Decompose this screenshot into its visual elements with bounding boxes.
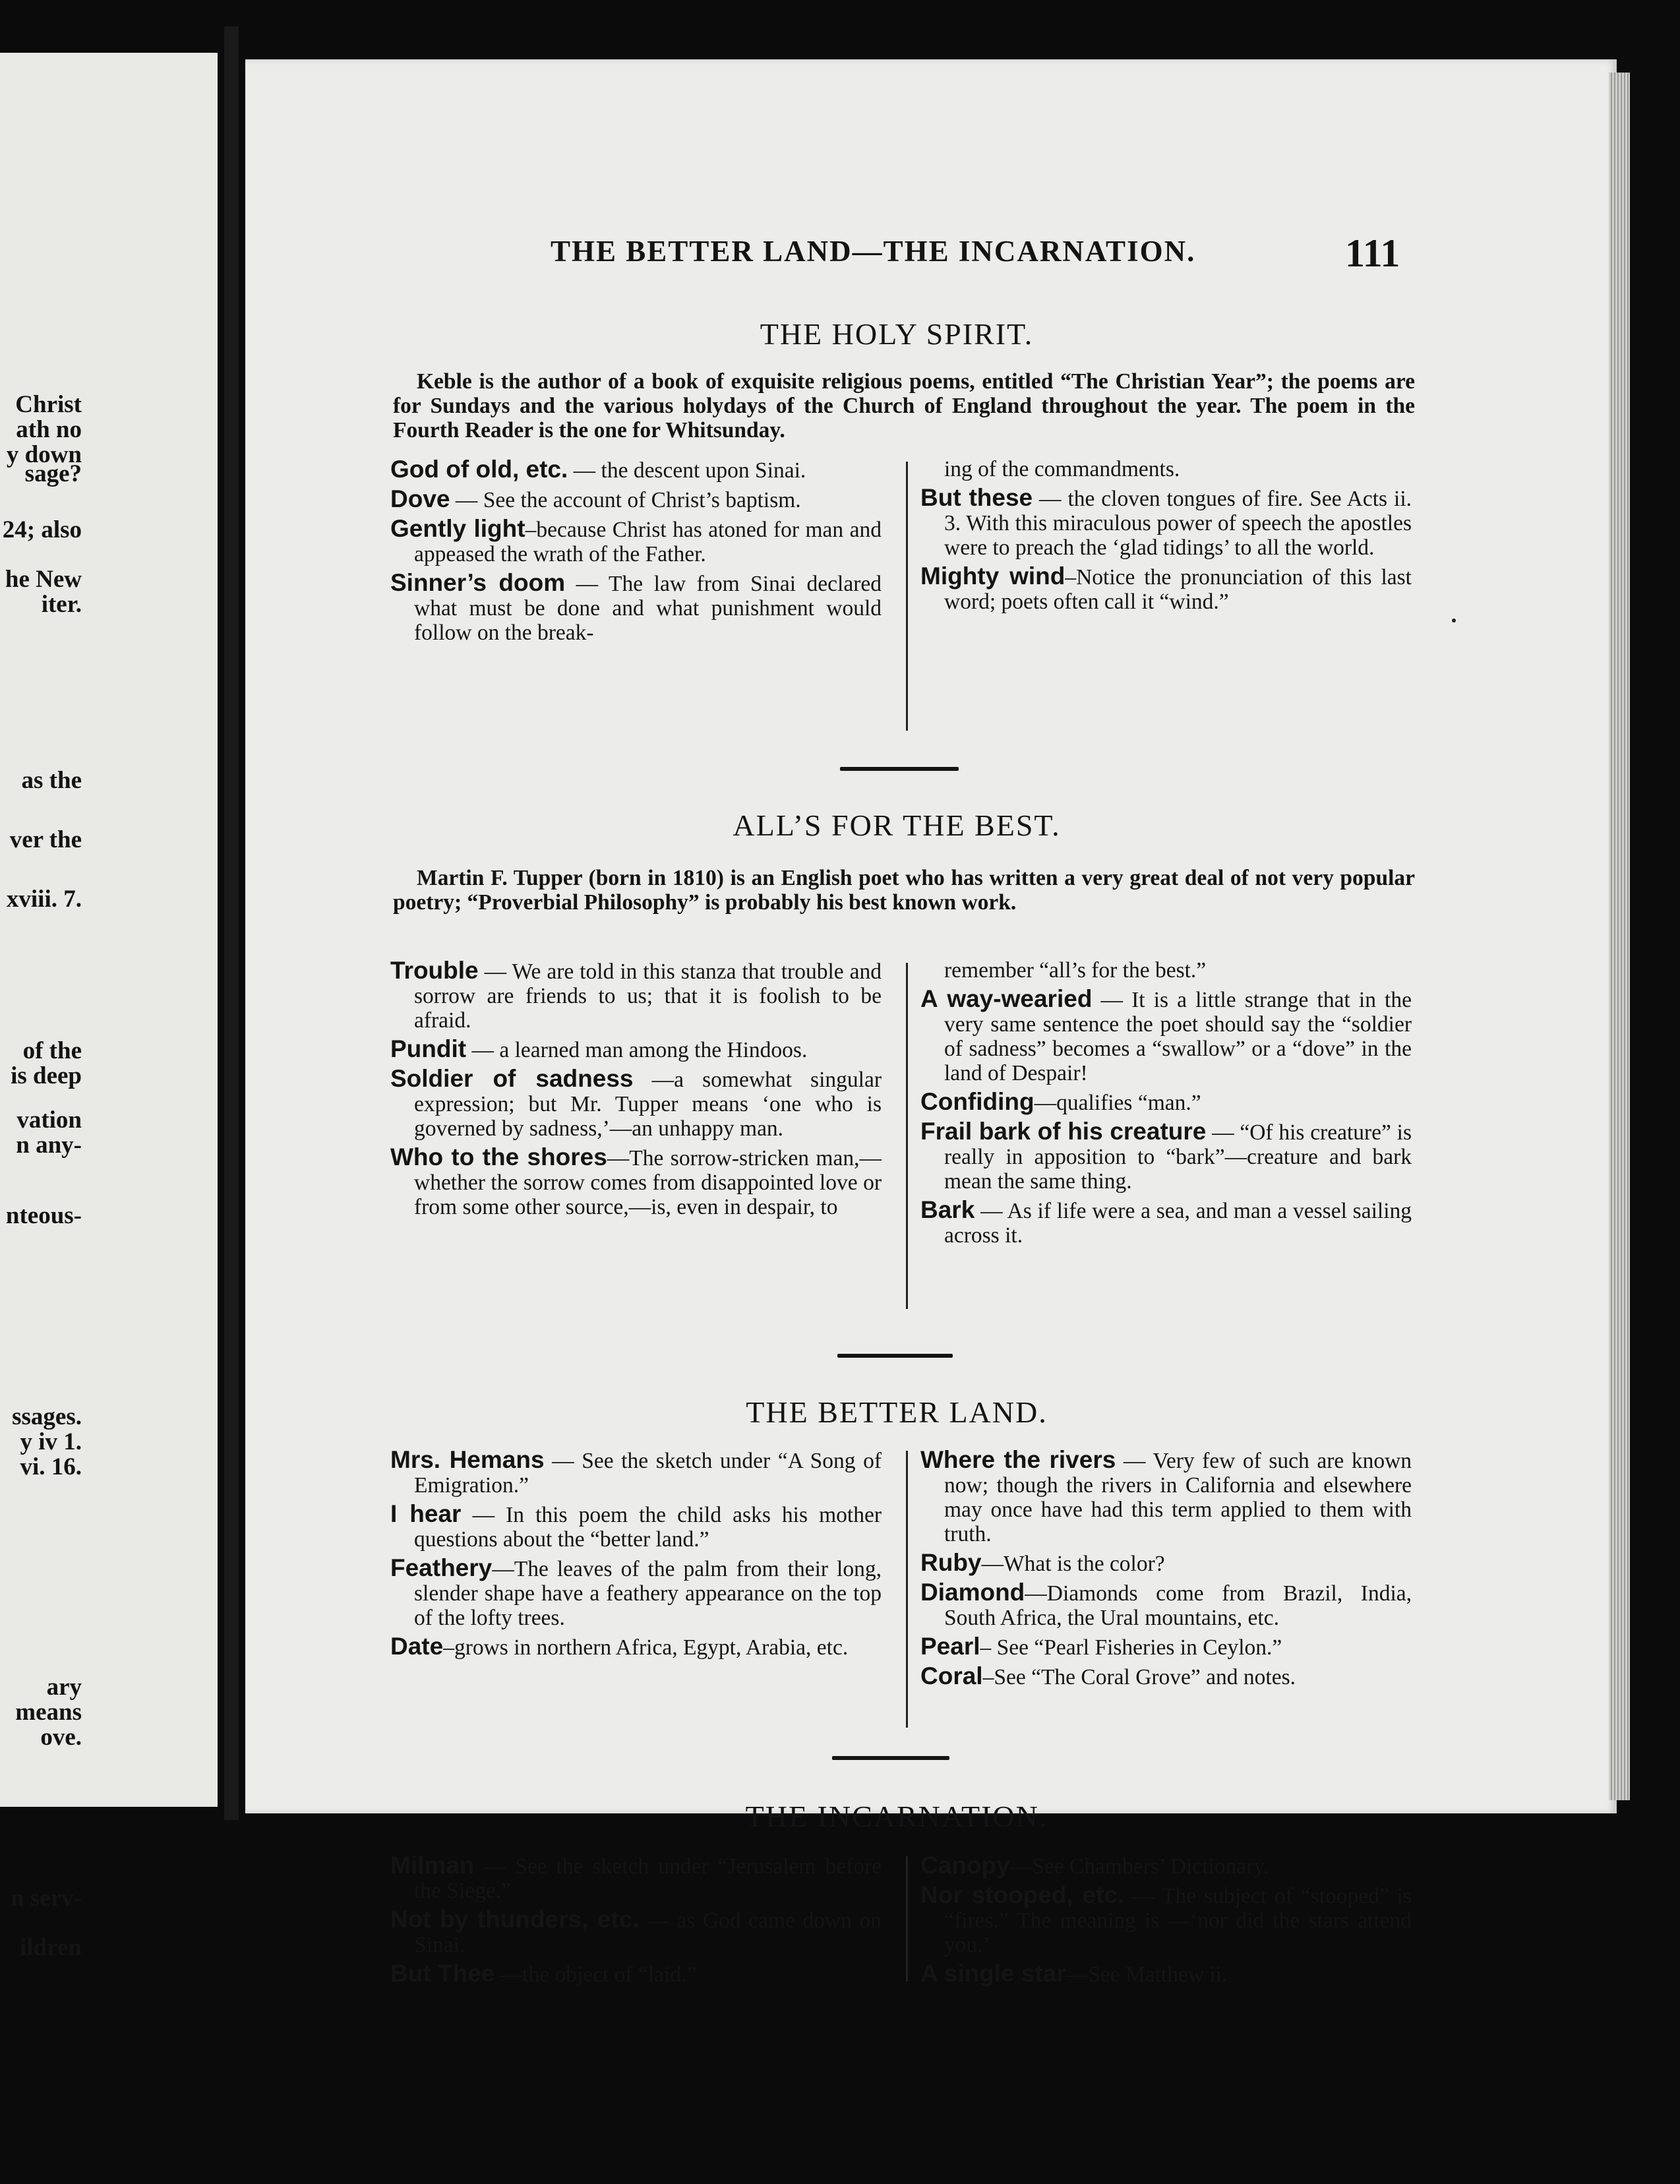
gloss-text: — “Of his creature” is really in apposition to “bark”—creature and bark mean the same thing. <box>944 1120 1412 1194</box>
gloss-term: Gently light <box>390 515 525 542</box>
gloss-text: — We are told in this stanza that trouble and sorrow are friends to us; that it is foolish to be afraid. <box>414 959 882 1033</box>
gloss-text: — See the account of Christ’s baptism. <box>450 488 801 512</box>
gloss-text: —the object of “laid.” <box>495 1962 697 1987</box>
fragment-line: iter. <box>41 591 82 618</box>
intro-holy-spirit <box>393 369 1415 442</box>
gloss-text: — the cloven tongues of fire. See Acts ii. 3. With this miraculous power of speech the apostles were to preach the ‘glad tidings’ to all the world. <box>944 487 1412 560</box>
fragment-line: ssages. <box>12 1403 82 1430</box>
gloss-term: Milman <box>390 1852 475 1879</box>
column-left-alls-for-the-best <box>390 958 882 1223</box>
column-right-better-land <box>920 1447 1412 1693</box>
gloss-entry <box>390 1066 882 1141</box>
gloss-term: Coral <box>920 1662 983 1689</box>
section-title-holy-spirit: THE HOLY SPIRIT. <box>760 317 1034 351</box>
gloss-text: —Diamonds come from Brazil, India, South Africa, the Ural mountains, etc. <box>944 1581 1412 1630</box>
gloss-entry <box>390 1037 882 1062</box>
gloss-entry <box>390 457 882 483</box>
facing-page-fragment <box>0 828 82 853</box>
section-title-alls-for-the-best: ALL’S FOR THE BEST. <box>733 808 1061 842</box>
section-divider <box>837 1354 953 1358</box>
facing-page-fragment <box>0 1675 82 1750</box>
gloss-entry <box>390 1447 882 1498</box>
gloss-entry <box>390 487 882 512</box>
gloss-text: — In this poem the child asks his mother questions about the “better land.” <box>414 1503 882 1552</box>
gloss-entry <box>920 1664 1412 1689</box>
gloss-text: – See “Pearl Fisheries in Ceylon.” <box>980 1635 1282 1660</box>
fragment-line: ove. <box>40 1724 82 1751</box>
facing-page-fragment <box>0 1203 82 1228</box>
gloss-term: Confiding <box>920 1088 1035 1115</box>
column-right-holy-spirit <box>920 457 1412 618</box>
gloss-entry <box>390 1145 882 1219</box>
facing-page-fragment <box>0 887 82 912</box>
gloss-term: Bark <box>920 1196 975 1223</box>
gloss-term: Canopy <box>920 1852 1010 1879</box>
column-left-incarnation <box>390 1853 882 1991</box>
facing-page-fragment <box>0 392 82 468</box>
gloss-text: —See Chambers’ Dictionary. <box>1009 1854 1269 1879</box>
gloss-entry <box>390 1502 882 1552</box>
column-rule <box>906 1856 908 1982</box>
gloss-term: Feathery <box>390 1554 493 1581</box>
gloss-term: Nor stooped, etc. <box>920 1881 1125 1908</box>
gloss-term: God of old, etc. <box>390 456 568 483</box>
column-rule <box>906 963 908 1309</box>
fragment-line: xviii. 7. <box>6 886 82 913</box>
gloss-entry <box>920 1961 1412 1987</box>
gloss-entry <box>920 1550 1412 1576</box>
gloss-entry <box>390 516 882 566</box>
gloss-text: — The law from Sinai declared what must be done and what punishment would follow on the break- <box>414 572 882 645</box>
gloss-entry <box>920 485 1412 560</box>
gloss-text: — It is a little strange that in the very same sentence the poet should say the “soldier of sadness” becomes a “swallow” or a “dove” in the land of Despair! <box>944 988 1412 1085</box>
gloss-entry <box>390 1556 882 1630</box>
running-head: THE BETTER LAND—THE INCARNATION. <box>551 235 1196 268</box>
facing-page-fragment <box>0 1039 82 1089</box>
gloss-term: Who to the shores <box>390 1143 607 1170</box>
facing-page-fragment <box>0 1886 82 1911</box>
gloss-term: But Thee <box>390 1960 495 1987</box>
gloss-term: Where the rivers <box>920 1446 1116 1473</box>
gloss-term: Pundit <box>390 1035 467 1062</box>
gloss-entry <box>920 1198 1412 1248</box>
column-right-incarnation <box>920 1853 1412 1991</box>
gloss-text: — See the sketch under “A Song of Emigration.” <box>414 1449 882 1498</box>
section-divider <box>832 1756 949 1760</box>
gloss-text: — a learned man among the Hindoos. <box>466 1038 808 1062</box>
facing-page-fragment <box>0 1935 82 1960</box>
facing-page-fragment <box>0 1108 82 1158</box>
gloss-text: –See “The Coral Grove” and notes. <box>982 1665 1296 1689</box>
gloss-entry <box>390 958 882 1033</box>
gloss-term: Soldier of sadness <box>390 1065 634 1092</box>
gloss-term: Trouble <box>390 957 479 984</box>
gloss-term: Mrs. Hemans <box>390 1446 545 1473</box>
fragment-line: ver the <box>9 826 82 853</box>
facing-page-fragment <box>0 768 82 793</box>
fragment-line: n serv- <box>11 1885 82 1912</box>
fragment-line: ary <box>46 1674 82 1701</box>
gloss-entry <box>920 1580 1412 1630</box>
gloss-entry <box>920 1447 1412 1546</box>
fragment-line: vi. 16. <box>20 1453 82 1480</box>
fragment-line: vation <box>16 1107 82 1134</box>
gloss-term: Not by thunders, etc. <box>390 1906 640 1933</box>
gloss-text: — the descent upon Sinai. <box>568 458 806 483</box>
section-divider <box>840 767 959 771</box>
gloss-term: A single star <box>920 1960 1066 1987</box>
gloss-text: — As if life were a sea, and man a vessel sailing across it. <box>944 1199 1412 1248</box>
entry-list <box>920 485 1412 614</box>
fragment-line: y down <box>6 441 82 468</box>
gloss-entry <box>920 1634 1412 1660</box>
fragment-line: of the <box>22 1037 82 1064</box>
gloss-term: Ruby <box>920 1549 982 1576</box>
column-rule <box>906 1451 908 1728</box>
gloss-term: Mighty wind <box>920 562 1065 590</box>
gloss-text: — as God came down on Sinai. <box>414 1908 882 1957</box>
gloss-term: Pearl <box>920 1633 980 1660</box>
gloss-entry <box>920 1883 1412 1957</box>
gloss-text: — Very few of such are known now; though the rivers in California and elsewhere may once have had this term applied to them with truth. <box>944 1449 1412 1546</box>
gloss-text: — See the sketch under “Jerusalem before the Siege.” <box>414 1854 882 1903</box>
gloss-entry <box>390 1853 882 1903</box>
gloss-text: —What is the color? <box>981 1552 1165 1576</box>
fragment-line: Christ <box>15 391 82 418</box>
gloss-text: –because Christ has atoned for man and appeased the wrath of the Father. <box>414 518 882 566</box>
intro-alls-for-the-best <box>393 866 1415 915</box>
gloss-entry <box>390 1961 882 1987</box>
gloss-term: I hear <box>390 1500 462 1527</box>
gloss-term: But these <box>920 484 1033 511</box>
fragment-line: ath no <box>16 416 82 443</box>
gloss-text: —See Matthew ii. <box>1065 1962 1228 1987</box>
fragment-line: sage? <box>24 460 82 487</box>
gloss-entry <box>390 570 882 645</box>
book-gutter <box>224 26 239 1820</box>
gloss-text: –grows in northern Africa, Egypt, Arabia, etc. <box>443 1635 849 1660</box>
facing-page-fragment <box>0 462 82 487</box>
fragment-line: ildren <box>20 1934 82 1961</box>
column-left-better-land <box>390 1447 882 1664</box>
fragment-line: n any- <box>16 1132 82 1159</box>
fragment-line: 24; also <box>2 516 82 543</box>
gloss-text: —The leaves of the palm from their long, slender shape have a feathery appearance on the top of the lofty trees. <box>414 1557 882 1630</box>
gloss-entry <box>390 1634 882 1660</box>
column-rule <box>906 462 908 731</box>
gloss-text: —qualifies “man.” <box>1034 1091 1201 1115</box>
gloss-term: Dove <box>390 485 450 512</box>
fragment-line: nteous- <box>5 1202 82 1229</box>
page-number: 111 <box>1345 231 1400 275</box>
gloss-text: –Notice the pronunciation of this last word; poets often call it “wind.” <box>944 565 1412 614</box>
gloss-entry <box>390 1907 882 1957</box>
gloss-term: Sinner’s doom <box>390 569 566 596</box>
gloss-term: Date <box>390 1633 444 1660</box>
fragment-line: is deep <box>11 1062 82 1089</box>
gloss-entry <box>920 564 1412 614</box>
continued-text: ing of the commandments. <box>944 457 1180 481</box>
gloss-term: Frail bark of his creature <box>920 1118 1207 1145</box>
gloss-entry <box>920 1089 1412 1115</box>
gloss-term: Diamond <box>920 1579 1025 1606</box>
fragment-line: means <box>15 1699 82 1726</box>
facing-page-fragment <box>0 567 82 617</box>
page-edge <box>1609 73 1630 1800</box>
section-title-better-land: THE BETTER LAND. <box>746 1395 1048 1429</box>
gloss-text: — The subject of “stooped” is “fires.” The meaning is —‘nor did the stars attend you.’ <box>944 1884 1412 1957</box>
column-left-holy-spirit <box>390 457 882 649</box>
entry-list <box>920 986 1412 1248</box>
facing-page-fragment <box>0 518 82 543</box>
gloss-text: —a somewhat singular expression; but Mr. Tupper means ‘one who is governed by sadness,’—an unhappy man. <box>414 1068 882 1141</box>
fragment-line: as the <box>21 767 82 794</box>
gloss-entry <box>920 986 1412 1085</box>
fragment-line: y iv 1. <box>20 1428 82 1455</box>
intro-text: Martin F. Tupper (born in 1810) is an English poet who has written a very great deal of not very popular poetry; “Proverbial Philosophy” is probably his best known work. <box>393 866 1415 915</box>
gloss-term: A way-wearied <box>920 985 1093 1012</box>
facing-page-fragment <box>0 1405 82 1480</box>
gloss-entry <box>920 1119 1412 1194</box>
continued-text: remember “all’s for the best.” <box>944 958 1207 983</box>
print-speck <box>1452 619 1456 622</box>
intro-text: Keble is the author of a book of exquisite religious poems, entitled “The Christian Year”; the poems are for Sundays and the various holydays of the Church of England throughout the year. The poem in the Fourth Reader is the one for Whitsunday. <box>393 369 1415 442</box>
gloss-entry <box>920 1853 1412 1879</box>
fragment-line: he New <box>5 566 82 593</box>
gloss-text: —The sorrow-stricken man,—whether the sorrow comes from disappointed love or from some other source,—is, even in despair, to <box>414 1146 882 1219</box>
section-title-incarnation: THE INCARNATION. <box>745 1800 1048 1833</box>
facing-page <box>0 53 218 1807</box>
column-right-alls-for-the-best <box>920 958 1412 1252</box>
